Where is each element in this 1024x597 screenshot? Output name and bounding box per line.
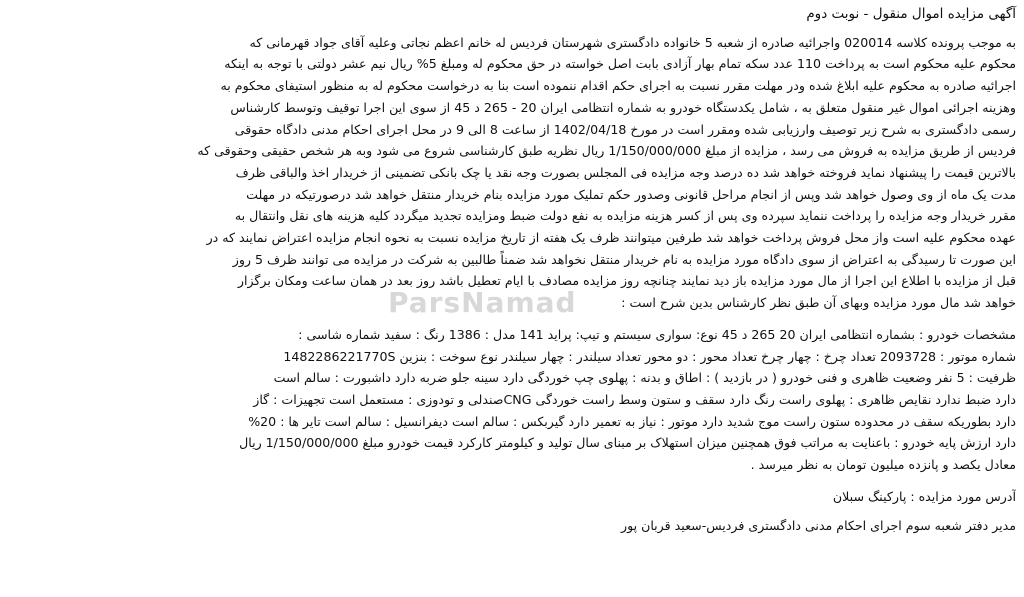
signature-line: مدیر دفتر شعبه سوم اجرای احکام مدنی دادگستری فردیس-سعید قربان پور xyxy=(621,518,1016,534)
spec-line: دارد بطوریکه سقف در محدوده ستون راست موج شدید دارد موتور : نیاز به تعمیر دارد گیربکس : سالم است دیفرانسیل : سالم است تایر ها : 20% xyxy=(248,413,1016,429)
body-line: بالاترین قیمت را پیشنهاد نماید فروخته خواهد شد ده درصد وجه مزایده فی المجلس بصورت وجه نقد یا چک بانکی تضمینی از خریدار اخذ والباقی ظرف xyxy=(235,164,1016,180)
body-line: خواهد شد مال مورد مزایده وبهای آن طبق نظر کارشناس بدین شرح است : xyxy=(621,295,1016,311)
spec-line: دارد ارزش پایه خودرو : باعنایت به مراتب فوق همچنین میزان استهلاک بر مبنای سال تولید و کیلومتر کارکرد قیمت خودرو مبلغ 1/150/000/000 ریال xyxy=(239,435,1016,451)
notice-body xyxy=(8,32,1016,319)
body-line: رسمی دادگستری به شرح زیر توصیف وارزیابی شده ومقرر است در مورخ 1402/04/18 از ساعت 8 الی 9 در محل اجرای احکام مدنی دادگاه حقوقی xyxy=(234,121,1016,137)
spec-line: ظرفیت : 5 نفر وضعیت ظاهری و فنی خودرو ( در بازدید ) : اطاق و بدنه : پهلوی چپ خوردگی دارد سینه جلو ضربه دارد داشبورت : سالم است xyxy=(273,370,1016,386)
body-line: وهزینه اجرائی اموال غیر منقول متعلق به ، شامل یکدستگاه خودرو به شماره انتظامی ایران 20 - 265 د 45 از سوی این اجرا توقیف وتوسط کارشناس xyxy=(230,99,1016,115)
body-line: اجرائیه صادره به محکوم علیه ابلاغ شده ودر مهلت مقرر نسبت به اجرای حکم اقدام ننموده است بنا به درخواست محکوم له به منظور استیفای محکوم به xyxy=(220,78,1016,94)
spec-line: معادل یکصد و پانزده میلیون تومان به نظر میرسد . xyxy=(750,457,1016,473)
spec-line: مشخصات خودرو : بشماره انتظامی ایران 20 265 د 45 نوع: سواری سیستم و تیپ: پراید 141 مدل : 1386 رنگ : سفید شماره شاسی : xyxy=(298,326,1016,342)
parsnamad-watermark: ParsNamad xyxy=(388,286,577,319)
auction-address xyxy=(8,486,1016,508)
body-line: قبل از مزایده با اطلاع این اجرا از مال مورد مزایده باز دید نمایند چنانچه روز مزایده مصادف با ایام تعطیل باشد روز بعد در همان ساعت ومکان برگزار xyxy=(237,273,1016,289)
notice-title: آگهی مزایده اموال منقول - نوبت دوم xyxy=(806,6,1016,22)
body-line: فردیس از طریق مزایده به فروش می رسد ، مزایده از مبلغ 1/150/000/000 ریال نظریه طبق کارشناسی شروع می شود وبه هر شخص حقیقی وحقوقی که xyxy=(197,143,1016,159)
body-line: عهده محکوم علیه است واز محل فروش پرداخت خواهد شد طرفین میتوانند ظرف یک هفته از تاریخ مزایده نسبت به نحوه انجام مزایده اعتراض نمایند که در xyxy=(206,230,1016,246)
body-line: مقرر خریدار وجه مزایده را پرداخت ننماید سپرده وی پس از کسر هزینه مزایده به نفع دولت ضبط ومزایده تجدید میگردد کلیه هزینه های نقل وانتقال به xyxy=(234,208,1016,224)
body-line: مدت یک ماه از وی وصول خواهد شد وپس از انجام مراحل قانونی وصدور حکم تملیک مورد مزایده بنام خریدار منتقل خواهد شد درصورتیکه در مهلت xyxy=(246,186,1016,202)
vehicle-specifications xyxy=(8,324,1016,476)
spec-line: دارد ضبط ندارد نقایص ظاهری : پهلوی راست رنگ دارد سقف و ستون وسط راست خوردگی CNGصندلی و تودوزی : مستعمل است تجهیزات : گاز xyxy=(253,391,1016,407)
address-line: آدرس مورد مزایده : پارکینگ سبلان xyxy=(832,488,1016,504)
body-line: به موجب پرونده کلاسه 020014 واجرائیه صادره از شعبه 5 خانواده دادگستری شهرستان فردیس له خانم اعظم نجاتی وعلیه آقای جواد قهرمانی که xyxy=(249,34,1016,50)
body-line: این صورت تا رسیدگی به اعتراض از سوی دادگاه مورد مزایده به نام خریدار منتقل نخواهد شد ضمناً طالبین به شرکت در مزایده می توانند ظرف 5 روز xyxy=(232,251,1016,267)
signature xyxy=(8,515,1016,537)
body-line: محکوم علیه محکوم است به پرداخت 110 عدد سکه تمام بهار آزادی بابت اصل خواسته در حق محکوم له ومبلغ 5% ریال نیم عشر دولتی با توجه به اینکه xyxy=(224,56,1016,72)
spec-line: شماره موتور : 2093728 تعداد چرخ : چهار چرخ تعداد محور : دو محور تعداد سیلندر : چهار سیلندر نوع سوخت : بنزین 1482286221770S xyxy=(283,348,1016,364)
